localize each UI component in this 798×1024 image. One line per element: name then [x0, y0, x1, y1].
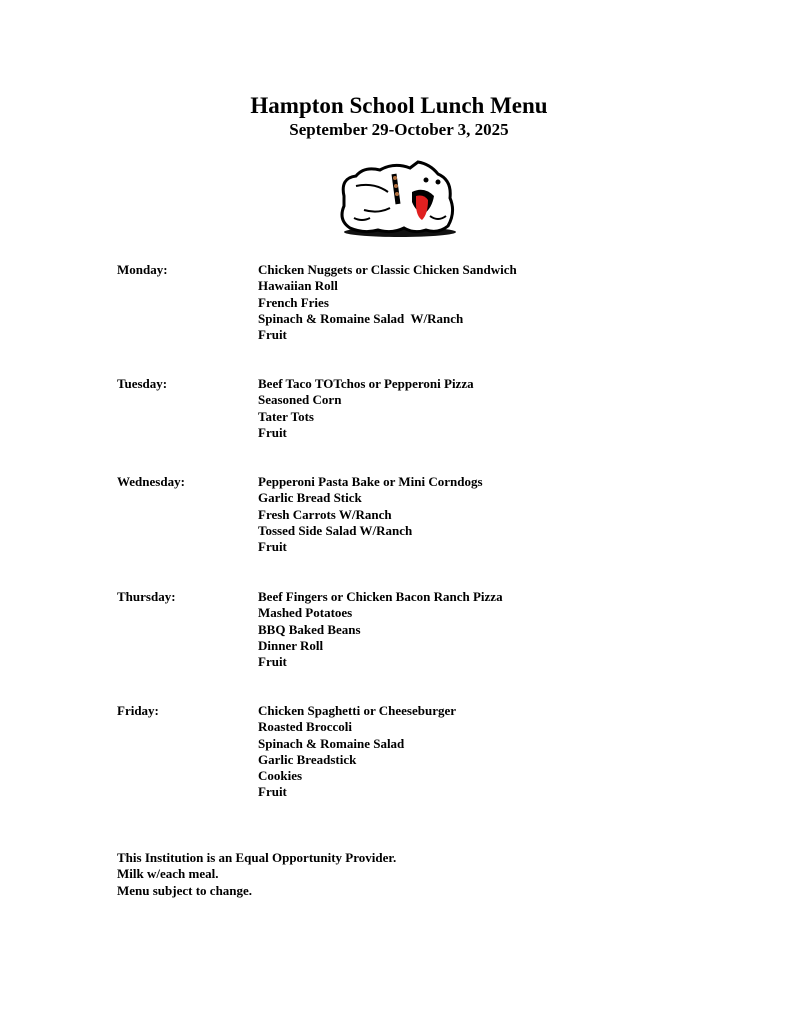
menu-item: Chicken Spaghetti or Cheeseburger [258, 703, 457, 718]
day-label: Thursday: [117, 589, 176, 604]
menu-item: Tossed Side Salad W/Ranch [258, 522, 413, 538]
menu-item: French Fries [258, 294, 329, 310]
milk-note: Milk w/each meal. [117, 866, 219, 882]
equal-opportunity-note: This Institution is an Equal Opportunity Provider. [117, 850, 397, 865]
menu-item: Tater Tots [258, 408, 314, 424]
menu-item: Spinach & Romaine Salad [258, 735, 405, 751]
menu-item: Garlic Bread Stick [258, 490, 362, 506]
page-title: Hampton School Lunch Menu [250, 93, 548, 118]
date-range: September 29-October 3, 2025 [289, 120, 509, 139]
day-label: Friday: [117, 703, 159, 718]
menu-item: Cookies [258, 768, 303, 784]
menu-item: Chicken Nuggets or Classic Chicken Sandwich [258, 262, 517, 277]
day-label: Monday: [117, 262, 168, 277]
menu-item: Garlic Breadstick [258, 751, 357, 767]
menu-item: Fruit [258, 539, 287, 555]
footer-notes [117, 850, 396, 899]
menu-item: Beef Fingers or Chicken Bacon Ranch Pizza [258, 589, 503, 604]
menu-item: Dinner Roll [258, 637, 324, 653]
day-label: Wednesday: [117, 474, 185, 489]
menu-item: Fruit [258, 327, 287, 343]
menu-item: Fruit [258, 424, 287, 440]
menu-item: Fruit [258, 784, 287, 800]
menu-item: Seasoned Corn [258, 392, 342, 408]
menu-item: BBQ Baked Beans [258, 621, 361, 637]
menu-item: Hawaiian Roll [258, 278, 338, 294]
menu-item: Pepperoni Pasta Bake or Mini Corndogs [258, 474, 483, 489]
menu-item: Fresh Carrots W/Ranch [258, 506, 392, 522]
menu-change-note: Menu subject to change. [117, 882, 253, 898]
menu-item: Mashed Potatoes [258, 605, 353, 621]
menu-item: Beef Taco TOTchos or Pepperoni Pizza [258, 376, 474, 391]
menu-item: Roasted Broccoli [258, 719, 352, 735]
bulldog-logo-icon [334, 156, 460, 238]
day-label: Tuesday: [117, 376, 168, 391]
menu-item: Spinach & Romaine Salad W/Ranch [258, 310, 464, 326]
menu-item: Fruit [258, 654, 287, 670]
